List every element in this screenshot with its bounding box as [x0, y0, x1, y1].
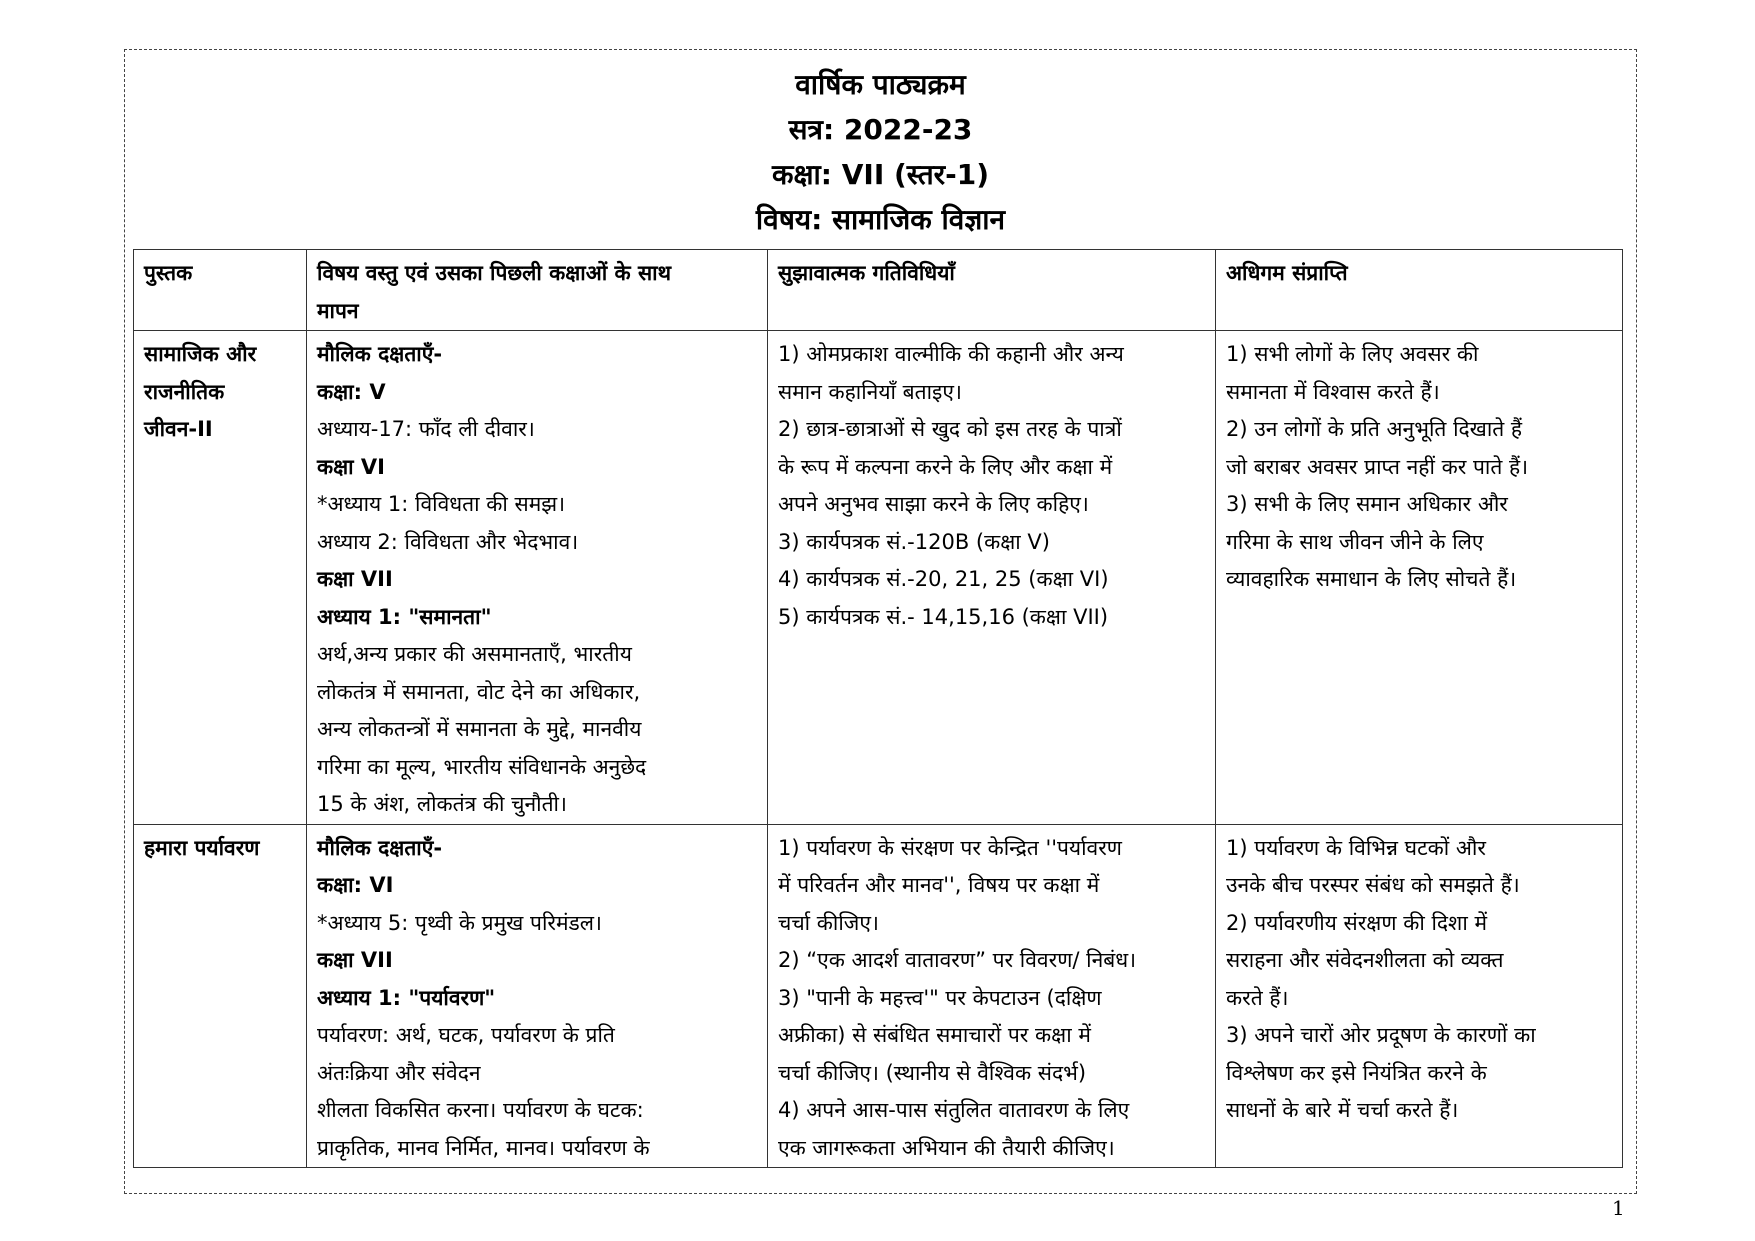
- activity-line: 4) अपने आस-पास संतुलित वातावरण के लिए: [778, 1098, 1130, 1122]
- content-line: कक्षा: V: [317, 379, 386, 404]
- outcome-line: 3) अपने चारों ओर प्रदूषण के कारणों का: [1226, 1023, 1536, 1047]
- activity-line: 2) “एक आदर्श वातावरण” पर विवरण/ निबंध।: [778, 948, 1137, 972]
- activity-line: समान कहानियाँ बताइए।: [778, 379, 962, 404]
- content-line: लोकतंत्र में समानता, वोट देने का अधिकार,: [317, 679, 641, 704]
- header-book: [134, 250, 307, 331]
- content-line: पर्यावरण: अर्थ, घटक, पर्यावरण के प्रति: [317, 1023, 615, 1047]
- outcome-line: 2) पर्यावरणीय संरक्षण की दिशा में: [1226, 910, 1488, 935]
- content-line: कक्षा VII: [317, 948, 393, 972]
- activity-line: 1) ओमप्रकाश वाल्मीकि की कहानी और अन्य: [778, 342, 1124, 366]
- activity-line: अफ्रीका) से संबंधित समाचारों पर कक्षा में: [778, 1023, 1091, 1047]
- book-line: राजनीतिक: [144, 379, 225, 404]
- row-2-outcomes: [1216, 824, 1623, 1168]
- activity-line: चर्चा कीजिए।: [778, 910, 879, 935]
- activity-line: 3) "पानी के महत्त्व'" पर केपटाउन (दक्षिण: [778, 985, 1102, 1010]
- activity-line: 3) कार्यपत्रक सं.-120B (कक्षा V): [778, 529, 1050, 554]
- header-activities: [768, 250, 1216, 331]
- activity-line: में परिवर्तन और मानव'', विषय पर कक्षा में: [778, 873, 1100, 897]
- content-line: अध्याय 1: "पर्यावरण": [317, 985, 496, 1010]
- activity-line: 1) पर्यावरण के संरक्षण पर केन्द्रित ''पर्यावरण: [778, 835, 1122, 860]
- header-content: [307, 250, 768, 331]
- outcome-line: करते हैं।: [1226, 985, 1289, 1010]
- content-line: *अध्याय 5: पृथ्वी के प्रमुख परिमंडल।: [317, 910, 602, 935]
- content-line: अध्याय-17: फाँद ली दीवार।: [317, 417, 535, 441]
- content-line: कक्षा VII: [317, 567, 393, 591]
- syllabus-table: [133, 249, 1623, 1168]
- outcome-line: समानता में विश्वास करते हैं।: [1226, 379, 1440, 404]
- outcome-line: साधनों के बारे में चर्चा करते हैं।: [1226, 1098, 1459, 1122]
- content-line: अंतःक्रिया और संवेदन: [317, 1060, 481, 1085]
- document-header: [124, 62, 1637, 242]
- activity-line: एक जागरूकता अभियान की तैयारी कीजिए।: [778, 1135, 1115, 1160]
- class-label: कक्षा: VII (स्तर-1): [771, 158, 990, 191]
- activity-line: 5) कार्यपत्रक सं.- 14,15,16 (कक्षा VII): [778, 604, 1109, 629]
- book-line: हमारा पर्यावरण: [144, 835, 260, 860]
- content-line: कक्षा VI: [317, 454, 386, 479]
- page-number: 1: [1612, 1196, 1625, 1220]
- table-header-row: [134, 250, 1623, 331]
- header-activities-text: सुझावात्मक गतिविधियाँ: [778, 261, 955, 285]
- outcome-line: 3) सभी के लिए समान अधिकार और: [1226, 492, 1508, 516]
- header-content-line-2: मापन: [317, 298, 359, 323]
- document-title: वार्षिक पाठ्यक्रम: [795, 68, 966, 101]
- row-1-book: [134, 331, 307, 825]
- header-book-text: पुस्तक: [144, 261, 193, 285]
- content-line: अध्याय 2: विविधता और भेदभाव।: [317, 529, 579, 554]
- outcome-line: 2) उन लोगों के प्रति अनुभूति दिखाते हैं: [1226, 417, 1523, 441]
- activity-line: 2) छात्र-छात्राओं से खुद को इस तरह के पात्रों: [778, 417, 1122, 441]
- header-outcomes: [1216, 250, 1623, 331]
- content-line: शीलता विकसित करना। पर्यावरण के घटक:: [317, 1098, 644, 1122]
- content-line: मौलिक दक्षताएँ-: [317, 342, 443, 366]
- row-1-activities: [768, 331, 1216, 825]
- book-line: सामाजिक और: [144, 342, 257, 366]
- row-2-content: [307, 824, 768, 1168]
- subject-label: विषय: सामाजिक विज्ञान: [755, 203, 1006, 236]
- outcome-line: जो बराबर अवसर प्राप्त नहीं कर पाते हैं।: [1226, 454, 1529, 479]
- row-2-book: [134, 824, 307, 1168]
- row-1-outcomes: [1216, 331, 1623, 825]
- outcome-line: सराहना और संवेदनशीलता को व्यक्त: [1226, 948, 1504, 972]
- content-line: *अध्याय 1: विविधता की समझ।: [317, 492, 566, 516]
- outcome-line: गरिमा के साथ जीवन जीने के लिए: [1226, 529, 1484, 554]
- book-line: जीवन-II: [144, 417, 213, 441]
- row-2-activities: [768, 824, 1216, 1168]
- outcome-line: 1) सभी लोगों के लिए अवसर की: [1226, 342, 1479, 366]
- content-line: अध्याय 1: "समानता": [317, 604, 492, 629]
- content-line: मौलिक दक्षताएँ-: [317, 835, 443, 860]
- content-line: अन्य लोकतन्त्रों में समानता के मुद्दे, मानवीय: [317, 717, 642, 741]
- content-line: प्राकृतिक, मानव निर्मित, मानव। पर्यावरण के: [317, 1135, 650, 1160]
- content-line: अर्थ,अन्य प्रकार की असमानताएँ, भारतीय: [317, 642, 632, 666]
- activity-line: 4) कार्यपत्रक सं.-20, 21, 25 (कक्षा VI): [778, 567, 1109, 591]
- outcome-line: विश्लेषण कर इसे नियंत्रित करने के: [1226, 1060, 1487, 1085]
- header-outcomes-text: अधिगम संप्राप्ति: [1226, 261, 1348, 285]
- activity-line: चर्चा कीजिए। (स्थानीय से वैश्विक संदर्भ): [778, 1060, 1087, 1085]
- outcome-line: 1) पर्यावरण के विभिन्न घटकों और: [1226, 835, 1486, 860]
- content-line: 15 के अंश, लोकतंत्र की चुनौती।: [317, 792, 567, 816]
- table-row: [134, 331, 1623, 825]
- activity-line: अपने अनुभव साझा करने के लिए कहिए।: [778, 492, 1089, 516]
- outcome-line: व्यावहारिक समाधान के लिए सोचते हैं।: [1226, 567, 1517, 591]
- activity-line: के रूप में कल्पना करने के लिए और कक्षा में: [778, 454, 1113, 479]
- row-1-content: [307, 331, 768, 825]
- header-content-line-1: विषय वस्तु एवं उसका पिछली कक्षाओं के साथ: [317, 261, 672, 285]
- content-line: गरिमा का मूल्य, भारतीय संविधानके अनुछेद: [317, 754, 647, 779]
- table-row: [134, 824, 1623, 1168]
- outcome-line: उनके बीच परस्पर संबंध को समझते हैं।: [1226, 873, 1520, 897]
- content-line: कक्षा: VI: [317, 873, 394, 897]
- session-label: सत्र: 2022-23: [788, 113, 973, 146]
